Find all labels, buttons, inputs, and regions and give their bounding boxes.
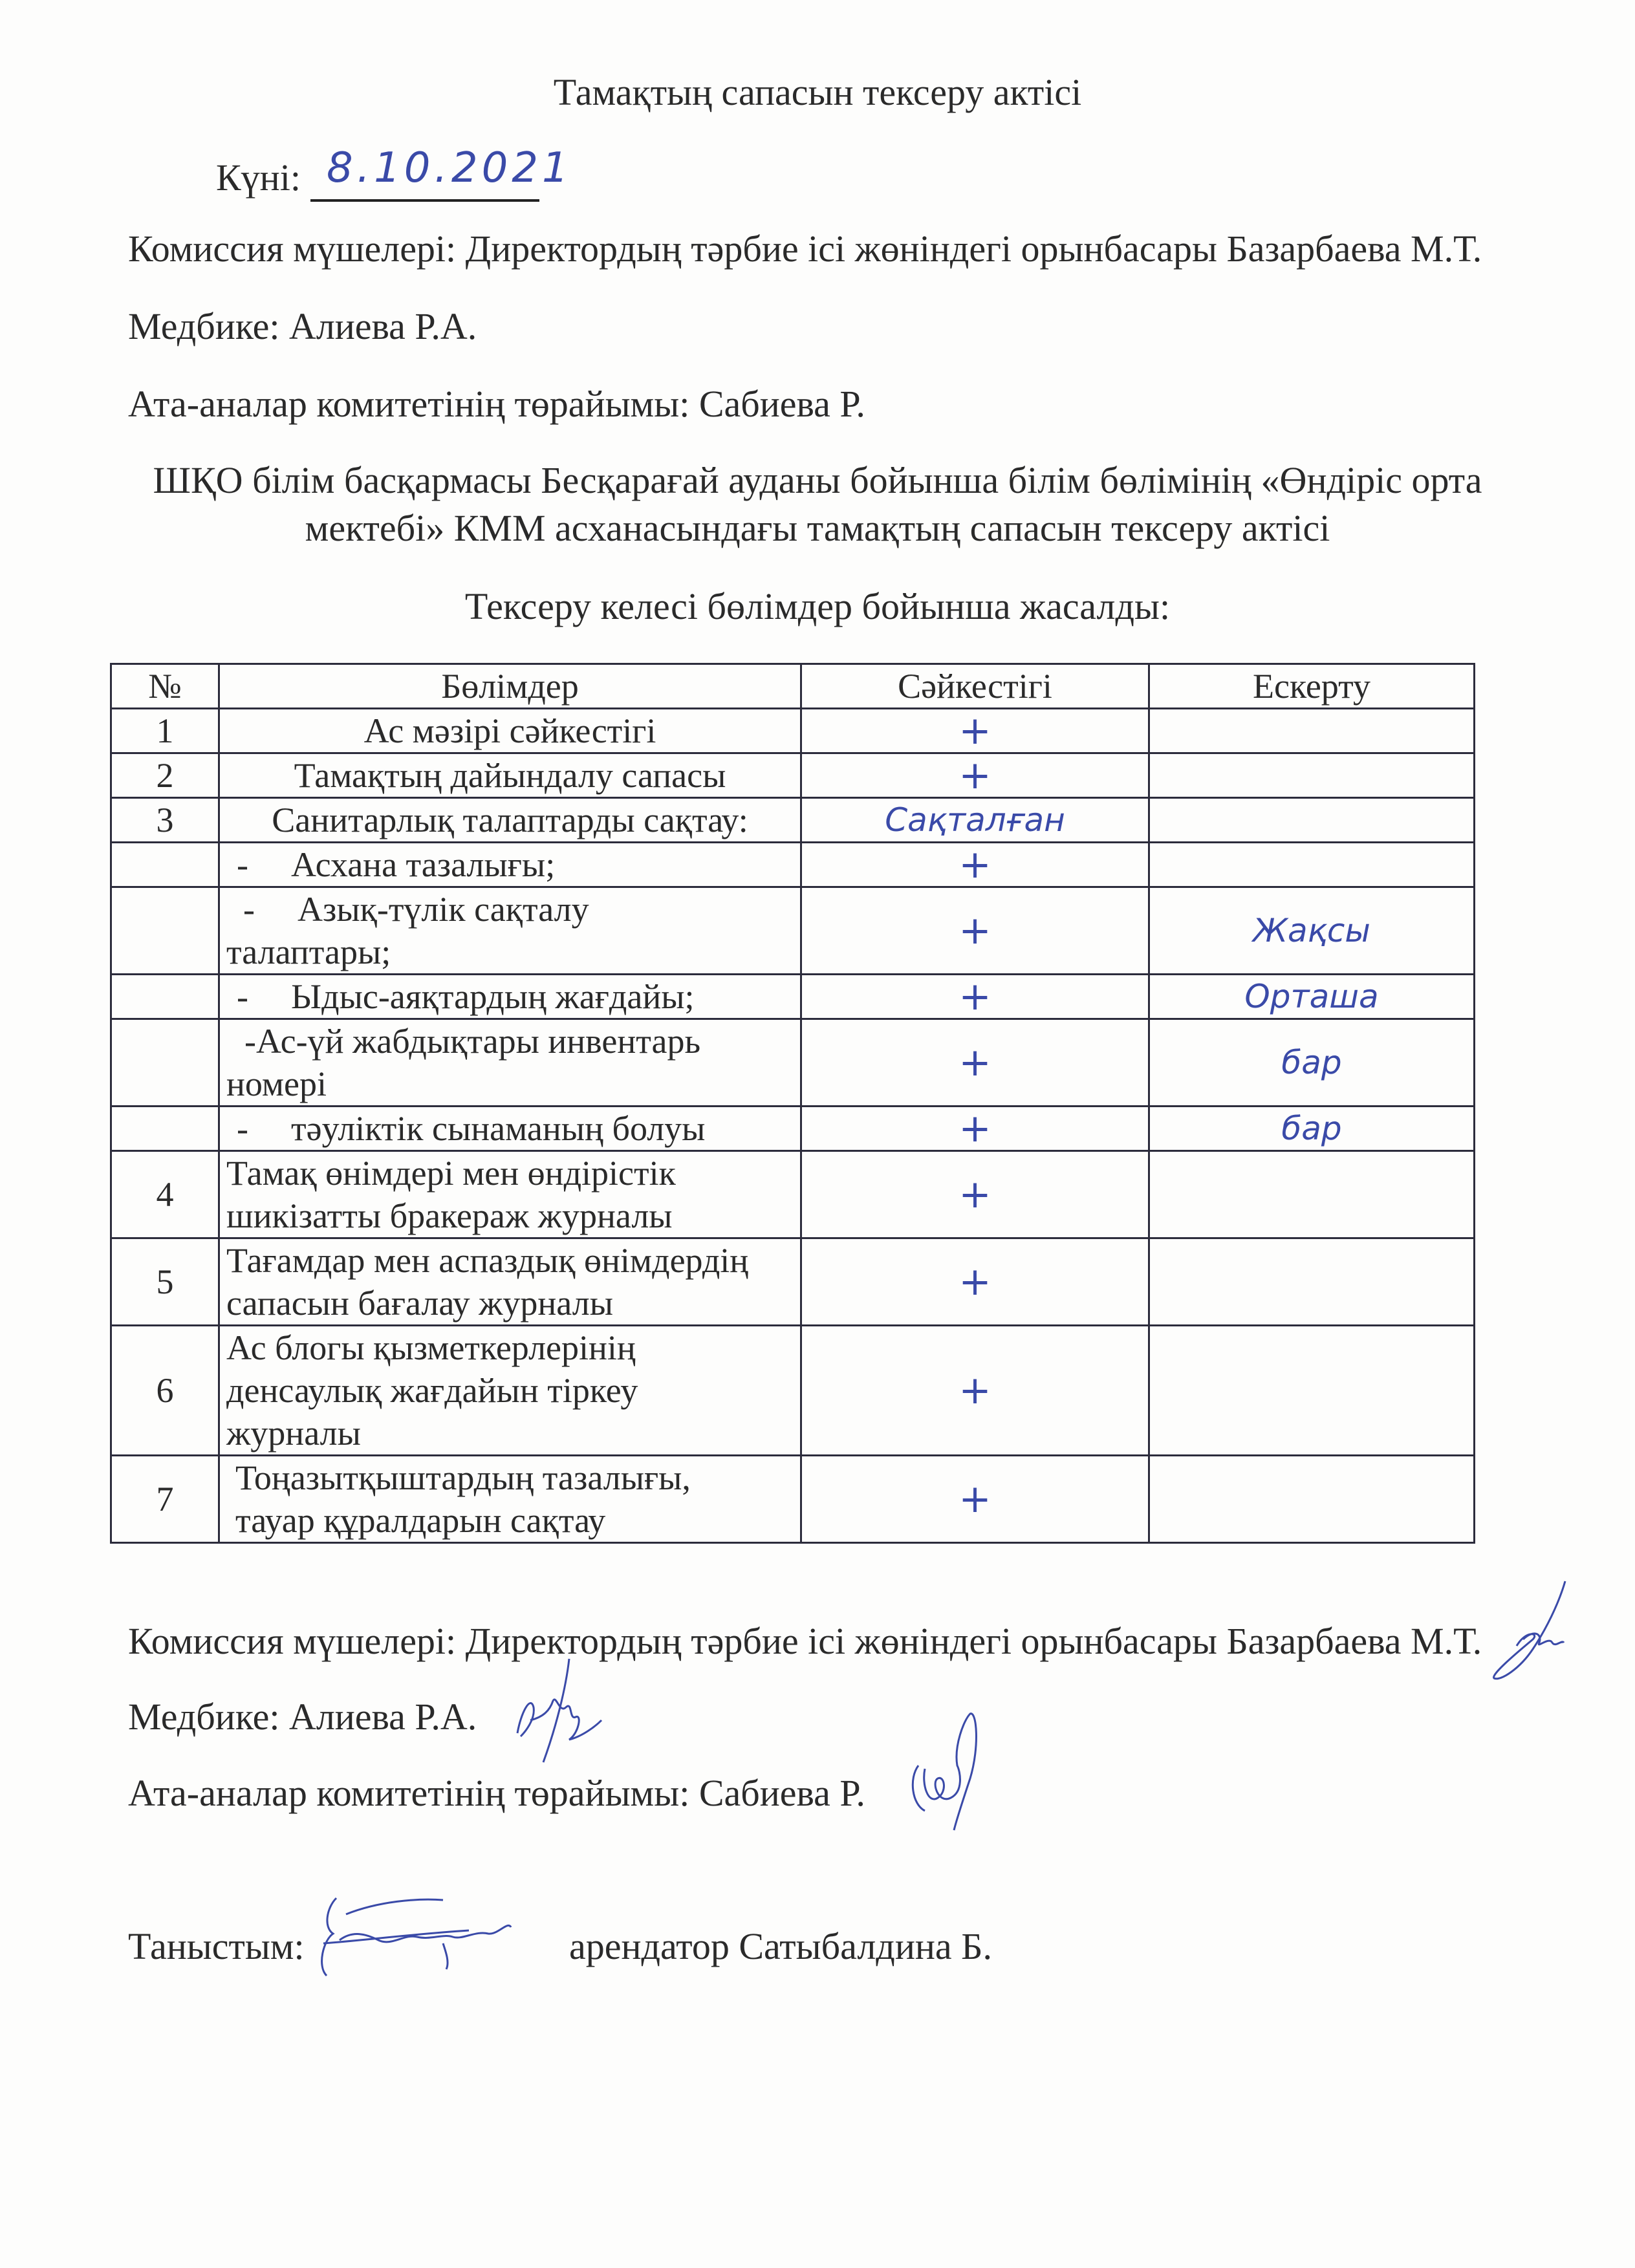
row-note <box>1149 1151 1475 1238</box>
row-note <box>1149 1238 1475 1326</box>
row-section-text: тәуліктік сынаманың болуы <box>291 1109 706 1148</box>
row-note <box>1149 709 1475 753</box>
row-compliance: + <box>801 1326 1149 1456</box>
row-compliance: + <box>801 753 1149 798</box>
footer-nurse: Медбике: Алиева Р.А. <box>128 1696 477 1738</box>
row-section-cont: сапасын бағалау журналы <box>226 1284 613 1323</box>
row-note: бар <box>1149 1107 1475 1151</box>
row-section <box>219 1151 801 1238</box>
header-sections: Бөлімдер <box>219 664 801 709</box>
table-row <box>111 1456 1475 1543</box>
table-row <box>111 843 1475 887</box>
row-number: 3 <box>111 798 219 843</box>
row-note: Жақсы <box>1149 887 1475 975</box>
row-compliance: + <box>801 709 1149 753</box>
row-section <box>219 1238 801 1326</box>
table-row <box>111 1326 1475 1456</box>
signature-parents-chair <box>899 1707 1002 1837</box>
row-section <box>219 843 801 887</box>
row-section-text: Азық-түлік сақталу <box>298 890 589 929</box>
row-section-text: Тамақ өнімдері мен өндірістік <box>226 1154 676 1193</box>
header-parents-chair: Ата-аналар комитетінің төрайымы: Сабиева Р. <box>128 383 865 425</box>
row-compliance: + <box>801 1151 1149 1238</box>
row-note <box>1149 1326 1475 1456</box>
row-compliance: + <box>801 1238 1149 1326</box>
row-compliance: + <box>801 1456 1149 1543</box>
table-row <box>111 709 1475 753</box>
date-value: 8.10.2021 <box>327 144 572 192</box>
row-section-cont: шикізатты бракераж журналы <box>226 1196 673 1235</box>
header-compliance: Сәйкестігі <box>801 664 1149 709</box>
row-number <box>111 887 219 975</box>
signature-tenant <box>314 1895 527 1979</box>
subtitle-line-2: мектебі» КММ асханасындағы тамақтың сапасын тексеру актісі <box>305 507 1330 549</box>
row-section <box>219 1456 801 1543</box>
table-row <box>111 975 1475 1019</box>
row-note <box>1149 798 1475 843</box>
document-title: Тамақтың сапасын тексеру актісі <box>553 71 1082 113</box>
row-section <box>219 1019 801 1107</box>
header-note: Ескерту <box>1149 664 1475 709</box>
row-section-cont: денсаулық жағдайын тіркеу <box>226 1371 638 1410</box>
inspection-table <box>110 663 1475 1544</box>
row-section-text: Асхана тазалығы; <box>291 845 556 884</box>
row-number: 1 <box>111 709 219 753</box>
row-dash: - <box>237 845 248 884</box>
date-label: Күні: <box>216 157 301 199</box>
row-section: Тамақтың дайындалу сапасы <box>219 753 801 798</box>
tenant-name: арендатор Сатыбалдина Б. <box>569 1925 992 1967</box>
signature-nurse <box>504 1656 621 1766</box>
row-note <box>1149 753 1475 798</box>
row-number <box>111 975 219 1019</box>
table-row <box>111 798 1475 843</box>
header-nurse: Медбике: Алиева Р.А. <box>128 305 477 347</box>
row-section <box>219 1326 801 1456</box>
row-section <box>219 1107 801 1151</box>
table-row <box>111 753 1475 798</box>
row-number: 7 <box>111 1456 219 1543</box>
header-number: № <box>111 664 219 709</box>
table-row <box>111 887 1475 975</box>
row-section-cont: талаптары; <box>226 933 391 971</box>
row-dash: - <box>237 1109 248 1148</box>
row-dash: - <box>243 890 255 929</box>
row-section-text: Ас блогы қызметкерлерінің <box>226 1328 636 1367</box>
row-compliance: + <box>801 1019 1149 1107</box>
table-row <box>111 1151 1475 1238</box>
table-header-row <box>111 664 1475 709</box>
row-section: Санитарлық талаптарды сақтау: <box>219 798 801 843</box>
signature-commission <box>1488 1578 1591 1694</box>
row-number: 5 <box>111 1238 219 1326</box>
row-section-cont: номері <box>226 1064 327 1103</box>
row-compliance: + <box>801 1107 1149 1151</box>
table-row <box>111 1238 1475 1326</box>
row-section-text: -Ас-үй жабдықтары инвентарь <box>244 1022 701 1061</box>
table-row <box>111 1107 1475 1151</box>
row-compliance: + <box>801 843 1149 887</box>
row-compliance: + <box>801 887 1149 975</box>
row-note: Орташа <box>1149 975 1475 1019</box>
row-section <box>219 887 801 975</box>
row-number: 2 <box>111 753 219 798</box>
subtitle-line-1: ШҚО білім басқармасы Бесқарағай ауданы бойынша білім бөлімінің «Өндіріс орта <box>153 459 1482 501</box>
row-number: 4 <box>111 1151 219 1238</box>
row-note <box>1149 843 1475 887</box>
row-compliance: + <box>801 975 1149 1019</box>
row-section-text: Тоңазытқыштардың тазалығы, <box>235 1458 691 1497</box>
intro-text: Тексеру келесі бөлімдер бойынша жасалды: <box>464 585 1171 627</box>
row-section-text: Тағамдар мен аспаздық өнімдердің <box>226 1241 749 1280</box>
row-section-cont: тауар құралдарын сақтау <box>235 1501 606 1540</box>
header-commission: Комиссия мүшелері: Директордың тәрбие ісі жөніндегі орынбасары Базарбаева М.Т. <box>128 228 1482 270</box>
row-dash: - <box>237 977 248 1016</box>
table-row <box>111 1019 1475 1107</box>
row-section <box>219 975 801 1019</box>
row-section-text: Ыдыс-аяқтардың жағдайы; <box>291 977 695 1016</box>
row-number <box>111 843 219 887</box>
row-number: 6 <box>111 1326 219 1456</box>
row-number <box>111 1019 219 1107</box>
row-note: бар <box>1149 1019 1475 1107</box>
acquainted-label: Таныстым: <box>128 1925 305 1967</box>
row-note <box>1149 1456 1475 1543</box>
footer-parents-chair: Ата-аналар комитетінің төрайымы: Сабиева Р. <box>128 1772 865 1814</box>
footer-commission: Комиссия мүшелері: Директордың тәрбие ісі жөніндегі орынбасары Базарбаева М.Т. <box>128 1620 1482 1662</box>
date-underline <box>310 199 539 202</box>
row-number <box>111 1107 219 1151</box>
row-section: Ас мәзірі сәйкестігі <box>219 709 801 753</box>
row-compliance: Сақталған <box>801 798 1149 843</box>
row-section-cont-2: журналы <box>226 1414 361 1453</box>
